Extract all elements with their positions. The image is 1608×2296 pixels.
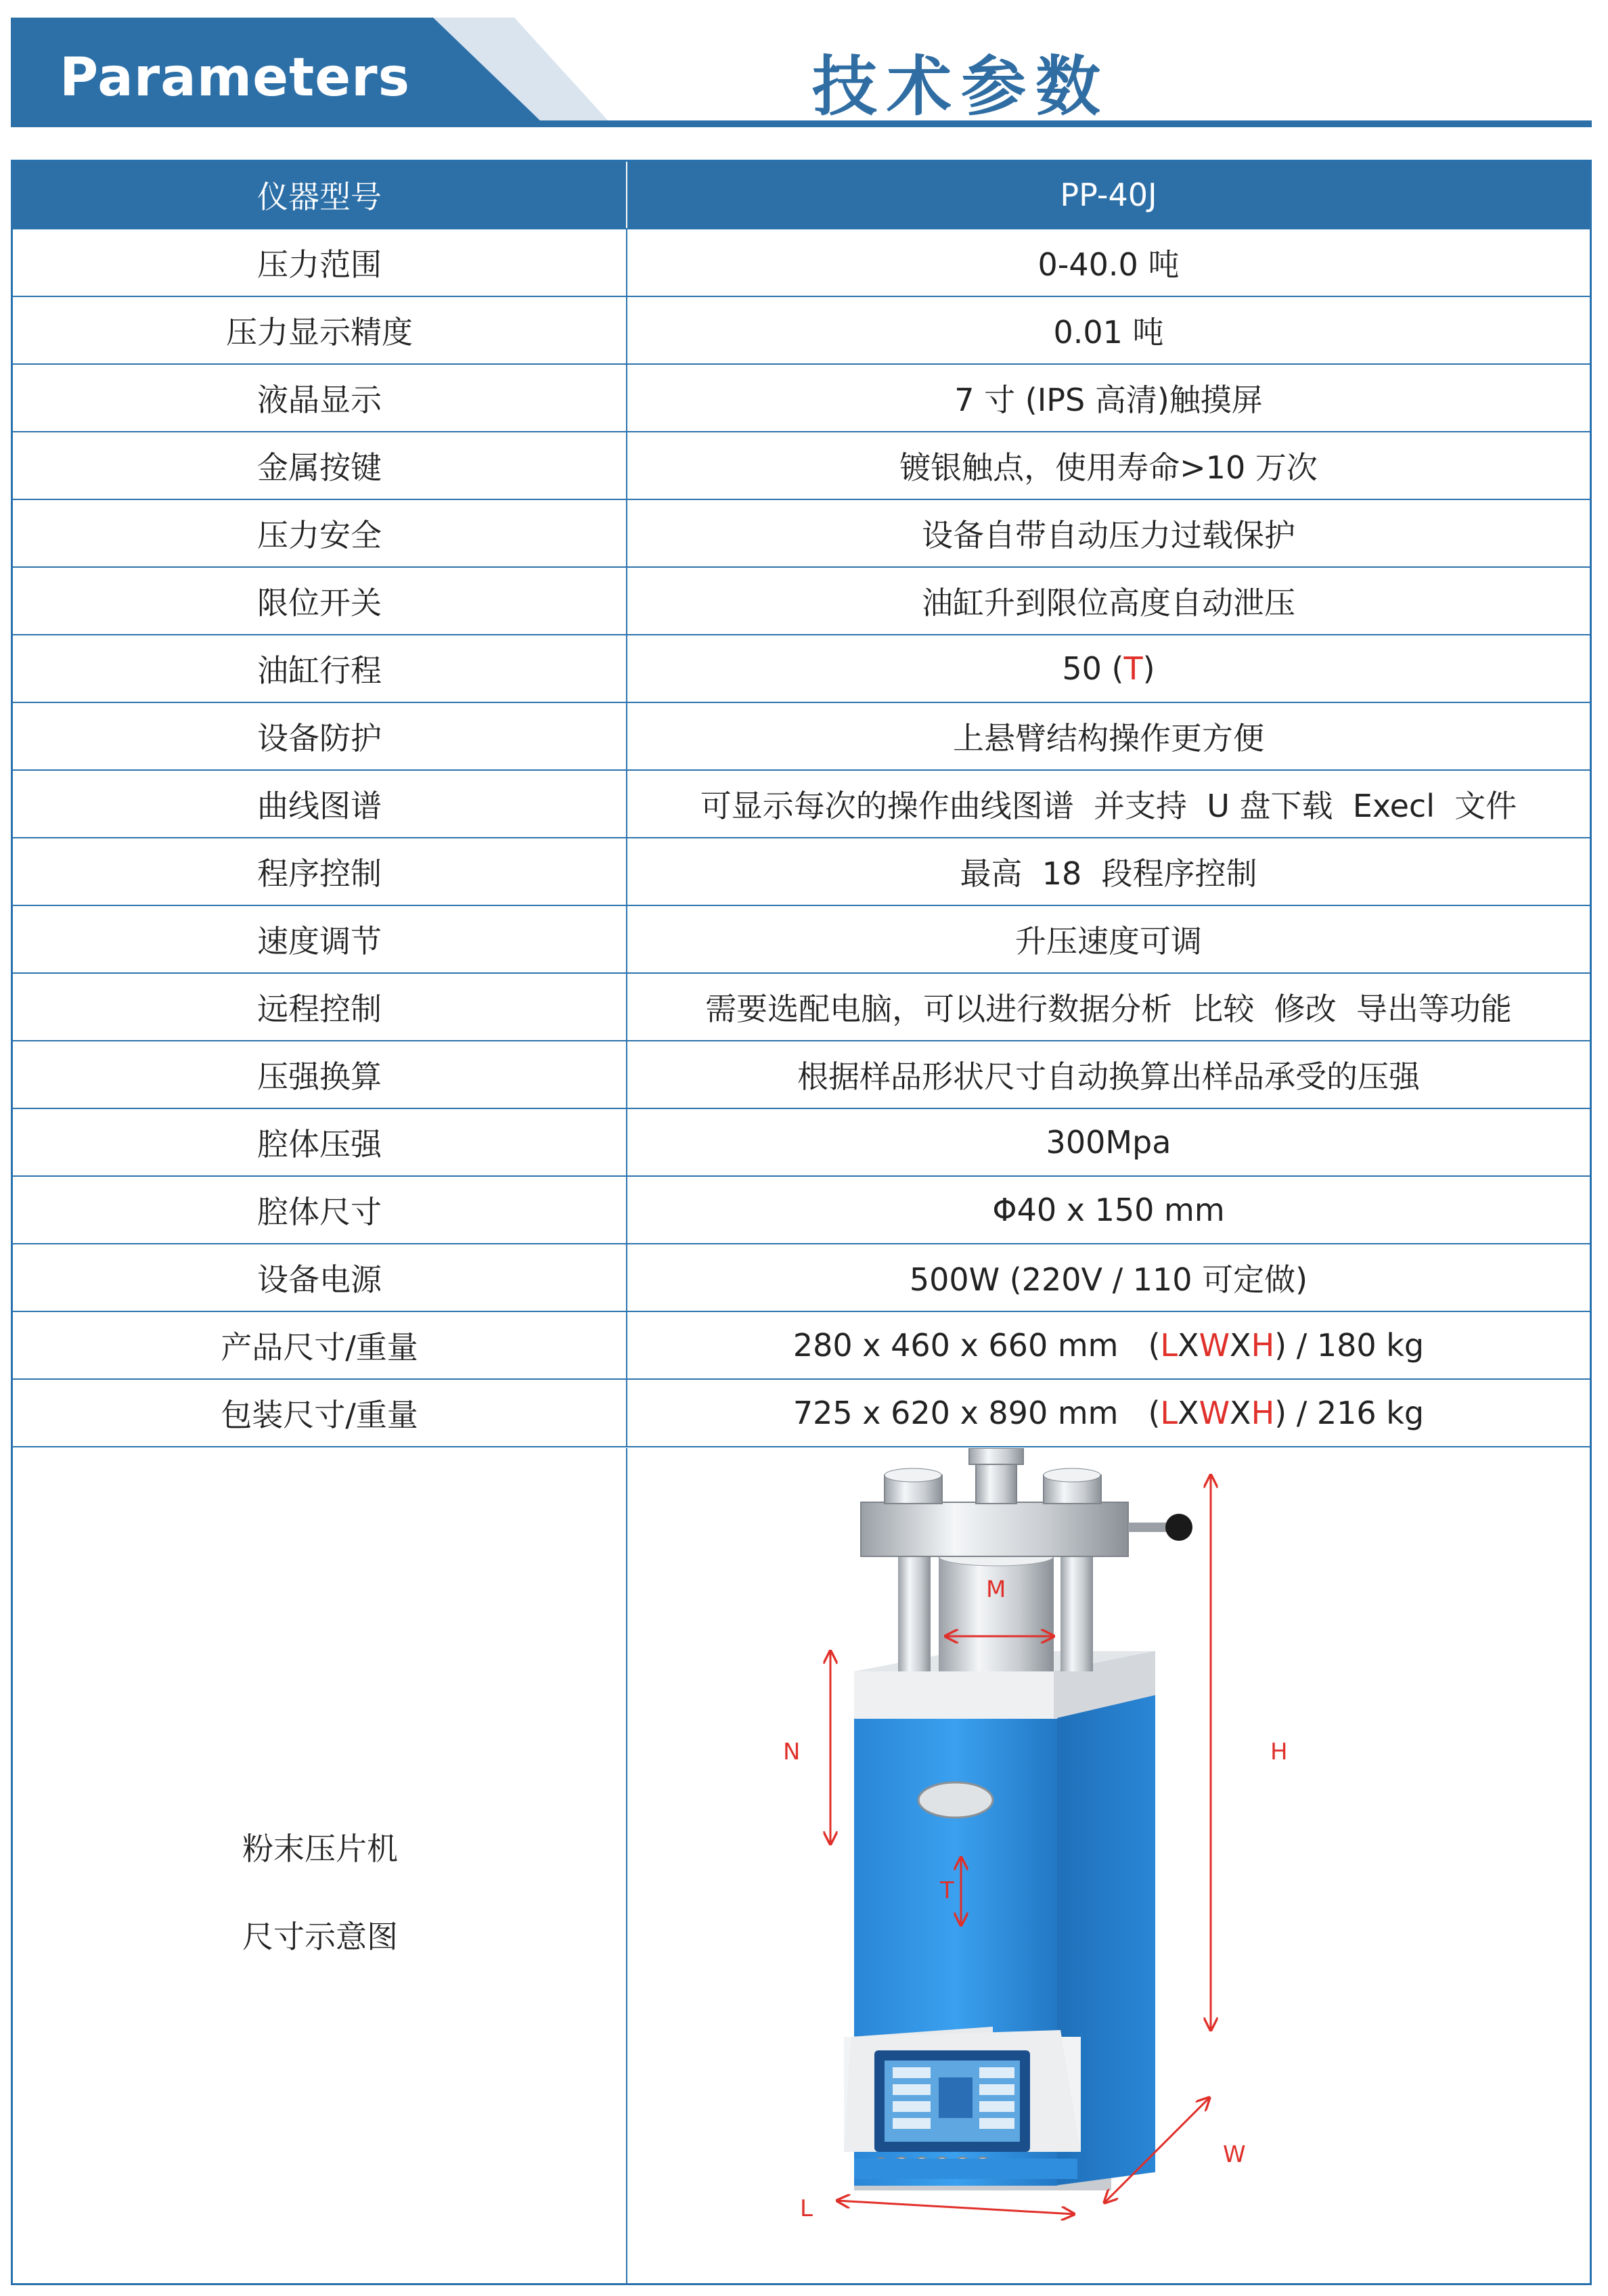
table-row-stroke [13, 635, 1590, 703]
param-label: 包装尺寸/重量 [13, 1380, 627, 1446]
param-label: 设备防护 [13, 703, 627, 769]
title-english: Parameters [60, 47, 411, 108]
dim-L: L [1160, 1395, 1178, 1431]
table-row [13, 297, 1590, 365]
table-row-package-size [13, 1380, 1590, 1447]
table-row [13, 838, 1590, 906]
stroke-number: 50 ( [1062, 650, 1124, 687]
diagram-caption-cell [13, 1448, 627, 2284]
caption-line-1: 粉末压片机 [242, 1830, 398, 1867]
package-dims: 725 x 620 x 890 mm [792, 1395, 1119, 1431]
param-value: 725 x 620 x 890 mm ( L X W X H ) / 216 kg [792, 1395, 1425, 1431]
param-label: 腔体压强 [13, 1109, 627, 1175]
param-label: 产品尺寸/重量 [13, 1312, 627, 1378]
param-label: 金属按键 [13, 432, 627, 499]
param-label: 腔体尺寸 [13, 1177, 627, 1243]
param-label: 液晶显示 [13, 365, 627, 431]
label-T: T [940, 1877, 954, 1904]
param-label: 曲线图谱 [13, 771, 627, 837]
table-row [13, 974, 1590, 1041]
diagram-row [13, 1448, 1590, 2284]
table-header-row [13, 162, 1590, 229]
package-weight: ) / 216 kg [1274, 1395, 1425, 1431]
param-value: 上悬臂结构操作更方便 [953, 720, 1264, 757]
label-H: H [1270, 1738, 1288, 1765]
table-row [13, 1244, 1590, 1312]
parameters-table [11, 160, 1592, 2285]
label-M: M [986, 1576, 1006, 1603]
table-row [13, 229, 1590, 297]
param-value: 7 寸 (IPS 高清)触摸屏 [954, 382, 1263, 418]
param-label: 压力安全 [13, 500, 627, 566]
model-value: PP-40J [1060, 177, 1157, 213]
param-value: Φ40 x 150 mm [992, 1192, 1225, 1228]
product-dims: 280 x 460 x 660 mm [792, 1327, 1119, 1364]
table-row [13, 365, 1590, 432]
param-label: 压强换算 [13, 1041, 627, 1108]
table-row [13, 703, 1590, 771]
table-row [13, 1041, 1590, 1109]
product-weight: ) / 180 kg [1274, 1327, 1425, 1364]
caption-line-2: 尺寸示意图 [242, 1918, 398, 1955]
param-value: 280 x 460 x 660 mm ( L X W X H ) / 180 kg [792, 1327, 1425, 1364]
param-label: 设备电源 [13, 1244, 627, 1311]
dim-L: L [1160, 1327, 1178, 1364]
param-value: 0-40.0 吨 [1037, 246, 1180, 283]
param-label: 压力显示精度 [13, 297, 627, 363]
dim-W: W [1199, 1395, 1230, 1431]
param-value: 油缸升到限位高度自动泄压 [922, 585, 1295, 621]
label-N: N [783, 1738, 801, 1765]
param-label: 限位开关 [13, 568, 627, 634]
table-row [13, 1177, 1590, 1244]
powder-press-diagram [627, 1448, 1590, 2284]
dim-H: H [1251, 1395, 1275, 1431]
model-label: 仪器型号 [13, 162, 627, 228]
stroke-T-mark: T [1123, 650, 1143, 687]
dim-H: H [1251, 1327, 1275, 1364]
param-value: 设备自带自动压力过载保护 [922, 517, 1295, 554]
param-label: 程序控制 [13, 838, 627, 905]
param-value: 根据样品形状尺寸自动换算出样品承受的压强 [797, 1058, 1420, 1095]
table-row [13, 771, 1590, 838]
page-header [0, 0, 1608, 135]
param-label: 油缸行程 [13, 635, 627, 702]
table-row [13, 500, 1590, 568]
table-row [13, 432, 1590, 500]
diagram-cell [627, 1448, 1590, 2284]
table-row [13, 568, 1590, 635]
stroke-close: ) [1142, 650, 1155, 687]
param-label: 压力范围 [13, 229, 627, 296]
param-value: 镀银触点，使用寿命>10 万次 [899, 449, 1318, 486]
param-value: 可显示每次的操作曲线图谱 并支持 U 盘下载 Execl 文件 [700, 788, 1517, 824]
label-L: L [800, 2195, 813, 2222]
label-W: W [1223, 2141, 1246, 2168]
title-chinese: 技术参数 [812, 49, 1110, 125]
dim-W: W [1199, 1327, 1230, 1364]
param-label: 远程控制 [13, 974, 627, 1040]
param-value: 0.01 吨 [1053, 314, 1164, 351]
param-value: 最高 18 段程序控制 [960, 855, 1257, 892]
table-row [13, 1109, 1590, 1177]
param-value: 300Mpa [1046, 1124, 1171, 1161]
param-value: 升压速度可调 [1015, 923, 1202, 960]
table-row-product-size [13, 1312, 1590, 1380]
param-value [627, 635, 1590, 702]
param-label: 速度调节 [13, 906, 627, 972]
param-value: 需要选配电脑，可以进行数据分析 比较 修改 导出等功能 [705, 991, 1512, 1027]
param-value: 500W (220V / 110 可定做) [909, 1261, 1308, 1298]
machine-body [844, 1448, 1192, 2190]
table-row [13, 906, 1590, 974]
